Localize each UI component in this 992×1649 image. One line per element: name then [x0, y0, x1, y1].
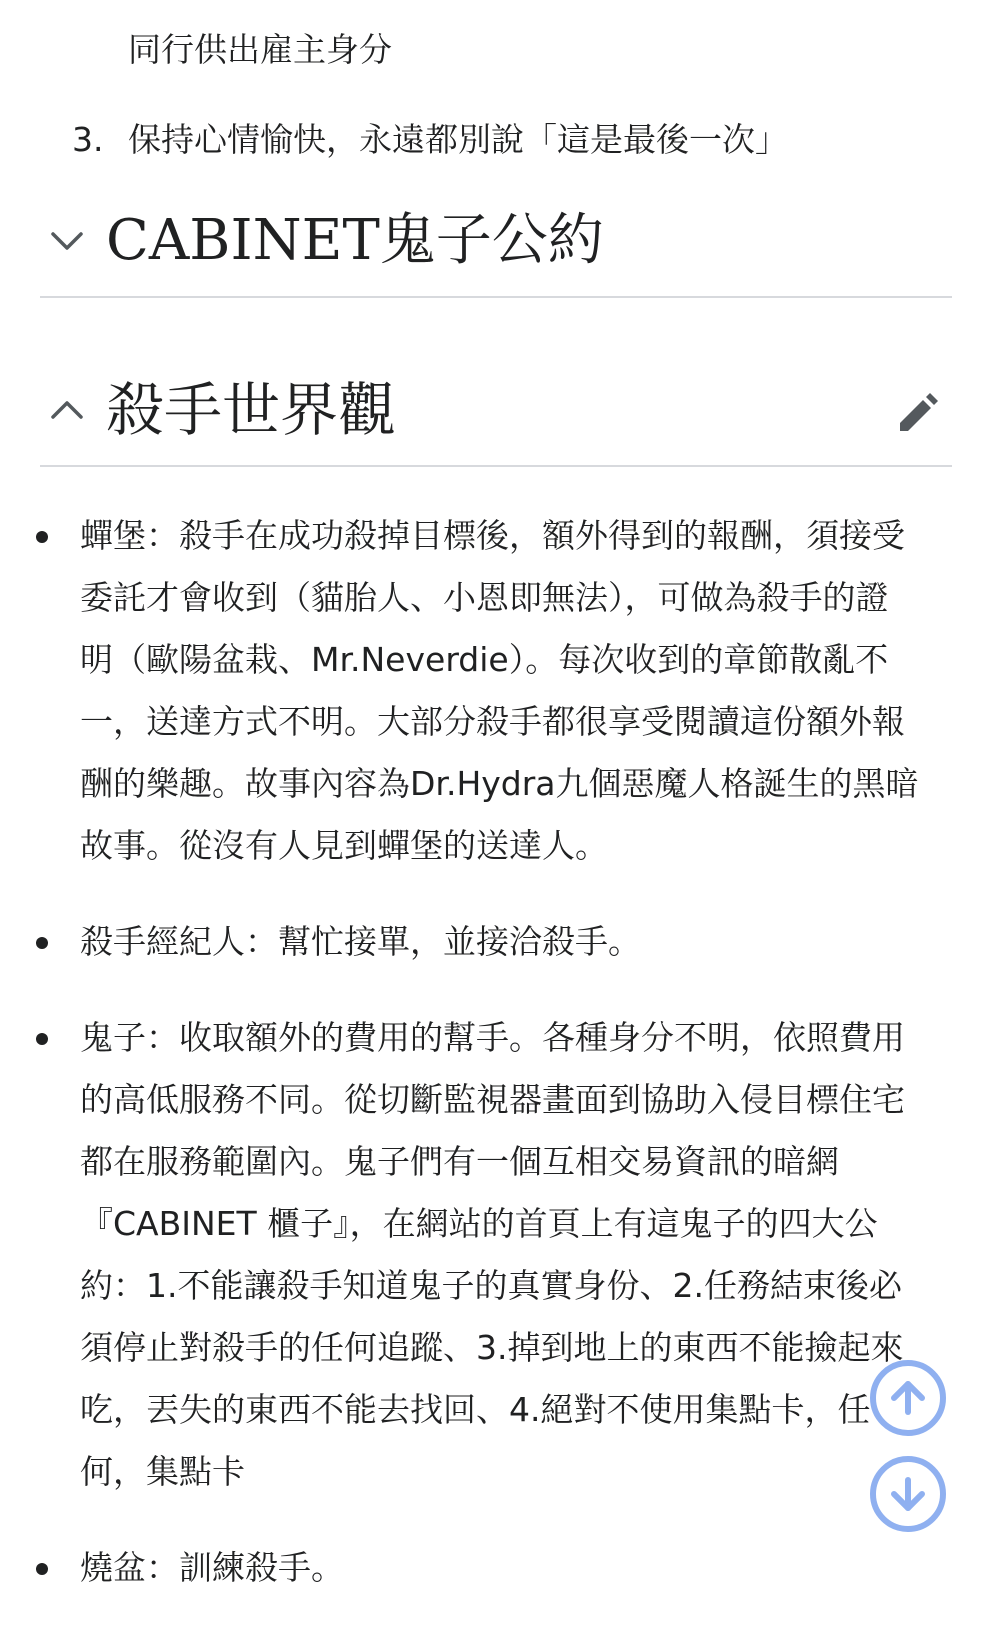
section-title[interactable]: 殺手世界觀 — [106, 376, 397, 444]
list-item: 燒盆：訓練殺手。 — [80, 1537, 920, 1599]
list-item: 鬼子：收取額外的費用的幫手。各種身分不明，依照費用的高低服務不同。從切斷監視器畫面到協助入侵目標住宅都在服務範圍內。鬼子們有一個互相交易資訊的暗網『CABINET 櫃子』，在網站的首頁上有這鬼子的四大公約：1.不能讓殺手知道鬼子的真實身份、2.任務結束後必須停止對殺手的任何追蹤、3.掉到地上的東西不能撿起來吃，丟失的東西不能去找回、4.絕對不使用集點卡，任何，集點卡 — [80, 1007, 920, 1503]
list-item-text: 同行供出雇主身分 — [128, 30, 392, 69]
scroll-up-button[interactable] — [870, 1360, 946, 1436]
list-item-number: 3. — [72, 120, 104, 159]
section-title[interactable]: CABINET鬼子公約 — [106, 208, 604, 273]
pencil-icon[interactable] — [892, 385, 944, 437]
chevron-up-icon[interactable] — [40, 383, 94, 437]
section-header-cabinet[interactable] — [40, 186, 952, 298]
list-item-text: 保持心情愉快，永遠都別說「這是最後一次」 — [128, 120, 788, 159]
worldview-bullet-list — [0, 505, 992, 1599]
arrow-down-circle-icon — [886, 1472, 930, 1516]
scroll-down-button[interactable] — [870, 1456, 946, 1532]
chevron-down-icon[interactable] — [40, 214, 94, 268]
section-header-worldview[interactable] — [40, 355, 952, 467]
list-item: 蟬堡：殺手在成功殺掉目標後，額外得到的報酬，須接受委託才會收到（貓胎人、小恩即無法），可做為殺手的證明（歐陽盆栽、Mr.Neverdie）。每次收到的章節散亂不一，送達方式不明。大部分殺手都很享受閱讀這份額外報酬的樂趣。故事內容為Dr.Hydra九個惡魔人格誕生的黑暗故事。從沒有人見到蟬堡的送達人。 — [80, 505, 920, 877]
arrow-up-circle-icon — [886, 1376, 930, 1420]
list-item: 殺手經紀人：幫忙接單，並接洽殺手。 — [80, 911, 920, 973]
